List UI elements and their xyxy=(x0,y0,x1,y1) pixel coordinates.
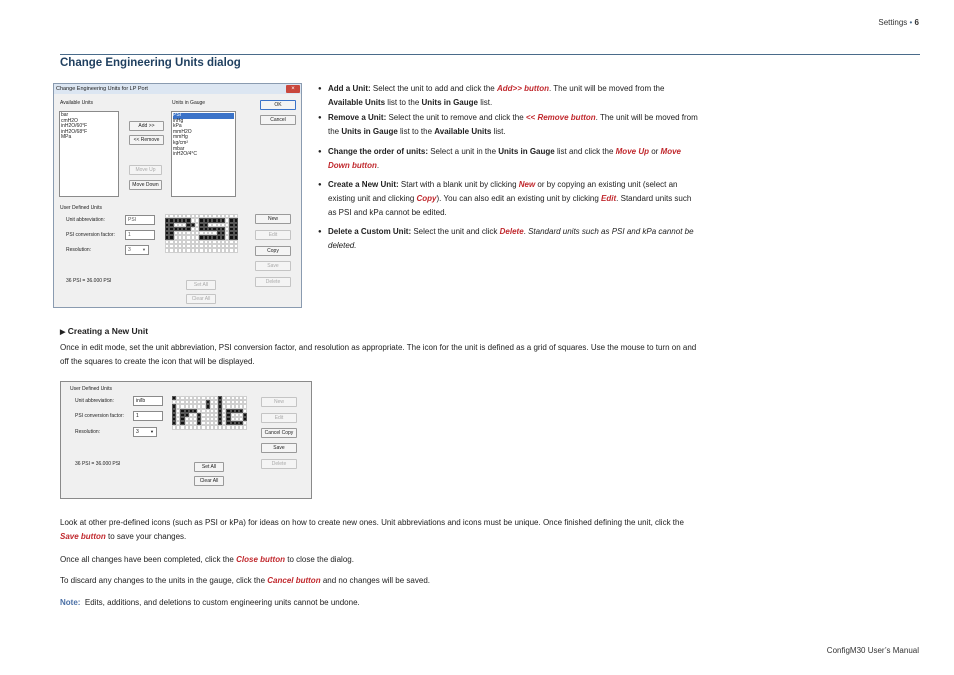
edit-button[interactable]: Edit xyxy=(255,230,291,240)
link-term: Add>> button xyxy=(496,84,549,93)
header-rule xyxy=(60,54,920,55)
unit-abbreviation-input[interactable]: in/lb xyxy=(133,396,163,406)
text-run: list to the xyxy=(385,98,422,107)
text-run: . The unit will be moved from the xyxy=(328,113,698,136)
bold-term: Available Units xyxy=(328,98,386,107)
text-run: Start with a blank unit by clicking xyxy=(398,180,519,189)
page-title: Change Engineering Units dialog xyxy=(60,57,241,69)
resolution-label: Resolution: xyxy=(66,247,92,253)
conversion-factor-input[interactable]: 1 xyxy=(133,411,163,421)
units-in-gauge-label: Units in Gauge xyxy=(172,100,206,106)
list-item[interactable]: mbar xyxy=(173,145,185,152)
bullet-label: Change the order of units: xyxy=(328,147,428,156)
resolution-label: Resolution: xyxy=(75,429,101,435)
bullet-dot-icon: ● xyxy=(318,115,322,121)
list-item[interactable]: inH2O/68°F xyxy=(61,128,88,135)
bold-term: Units in Gauge xyxy=(498,147,555,156)
bullet-dot-icon: ● xyxy=(318,86,322,92)
text-run: list and click the xyxy=(554,147,616,156)
list-item[interactable]: kPa xyxy=(173,123,182,130)
list-item[interactable]: inH2O/4°C xyxy=(173,151,197,158)
link-term: Edit xyxy=(601,194,617,203)
delete-button[interactable]: Delete xyxy=(255,277,291,287)
dialog-titlebar xyxy=(54,84,301,94)
footer: ConfigM30 User’s Manual xyxy=(826,646,919,655)
bullet-text xyxy=(328,225,698,253)
text-run: Select the unit to add and click the xyxy=(370,84,497,93)
conversion-equation: 36 PSI = 36.000 PSI xyxy=(75,461,121,467)
bold-term: Available Units xyxy=(434,127,492,136)
edit-button[interactable]: Edit xyxy=(261,413,297,423)
text-run: Look at other pre-defined icons (such as PSI or kPa) for ideas on how to create new ones. Unit abbreviations and icons must be unique. Once finished defining the unit, click the xyxy=(60,518,684,527)
icon-pixel-grid[interactable] xyxy=(165,214,239,272)
user-defined-units-panel xyxy=(60,381,312,499)
new-button[interactable]: New xyxy=(255,214,291,224)
subheading-text: Creating a New Unit xyxy=(67,326,149,336)
conversion-factor-label: PSI conversion factor: xyxy=(75,413,124,419)
link-term: Cancel button xyxy=(267,576,321,585)
available-units-list[interactable] xyxy=(59,111,119,197)
copy-button[interactable]: Copy xyxy=(255,246,291,256)
text-run: or xyxy=(648,147,661,156)
list-item[interactable]: inHg xyxy=(173,117,184,124)
new-button[interactable]: New xyxy=(261,397,297,407)
list-item[interactable]: bar xyxy=(61,112,69,118)
grid-cell[interactable] xyxy=(234,248,238,252)
resolution-value: 3 xyxy=(136,429,139,435)
italic-text: Standard units such as PSI and kPa cannot be deleted. xyxy=(328,227,694,250)
bullet-text xyxy=(328,145,698,173)
text-run: Select a unit in the xyxy=(428,147,499,156)
paragraph-predefined-icons xyxy=(60,516,700,544)
text-run: Select the unit to remove and click the xyxy=(386,113,526,122)
bullet-label: Delete a Custom Unit: xyxy=(328,227,412,236)
list-item[interactable]: inH2O/60°F xyxy=(61,123,88,130)
set-all-button[interactable]: Set All xyxy=(194,462,224,472)
clear-all-button[interactable]: Clear All xyxy=(194,476,224,486)
text-run: . xyxy=(376,161,380,170)
list-item[interactable]: PSI xyxy=(173,113,234,119)
text-run: to close the dialog. xyxy=(285,555,354,564)
note xyxy=(60,596,700,610)
list-item[interactable]: cmH2O xyxy=(61,117,78,124)
move-up-button[interactable]: Move Up xyxy=(129,165,162,175)
link-term: New xyxy=(518,180,536,189)
text-run: list. xyxy=(491,127,506,136)
header-bullet: • xyxy=(909,18,913,27)
header-section: Settings xyxy=(878,18,908,27)
link-term: Close button xyxy=(236,555,285,564)
bullet-label: Add a Unit: xyxy=(328,84,371,93)
text-run: . xyxy=(523,227,529,236)
text-run: Once all changes have been completed, click the xyxy=(60,555,237,564)
change-units-dialog xyxy=(53,83,302,308)
resolution-value: 3 xyxy=(128,247,131,253)
close-icon[interactable]: × xyxy=(286,85,300,93)
user-defined-label: User Defined Units xyxy=(60,205,102,211)
text-run: Select the unit and click xyxy=(411,227,500,236)
bullet-label: Remove a Unit: xyxy=(328,113,387,122)
note-text: Edits, additions, and deletions to custom engineering units cannot be undone. xyxy=(80,598,360,607)
bold-term: Units in Gauge xyxy=(341,127,398,136)
conversion-equation: 36 PSI = 36.000 PSI xyxy=(66,278,112,284)
text-run: ). You can also edit an existing unit by clicking xyxy=(436,194,602,203)
move-down-button[interactable]: Move Down xyxy=(129,180,162,190)
bullet-item xyxy=(318,82,698,110)
bold-term: Units in Gauge xyxy=(421,98,478,107)
subheading xyxy=(60,326,148,336)
bullet-text xyxy=(328,111,698,139)
link-term: Delete xyxy=(499,227,524,236)
link-term: Copy xyxy=(416,194,437,203)
text-run: To discard any changes to the units in the gauge, click the xyxy=(60,576,268,585)
cancel-copy-button[interactable]: Cancel Copy xyxy=(261,428,297,438)
available-units-label: Available Units xyxy=(60,100,93,106)
unit-abbreviation-label: Unit abbreviation: xyxy=(75,398,114,404)
link-term: Save button xyxy=(60,532,106,541)
text-run: list to the xyxy=(397,127,435,136)
user-defined-label: User Defined Units xyxy=(70,386,112,392)
bullet-dot-icon: ● xyxy=(318,182,322,188)
paragraph-cancel xyxy=(60,574,700,588)
play-arrow-icon: ▶ xyxy=(60,329,66,336)
set-all-button[interactable]: Set All xyxy=(186,280,216,290)
bullet-text xyxy=(328,82,698,110)
text-run: . Standard units such as PSI and kPa cannot be edited. xyxy=(328,194,692,217)
text-run: and no changes will be saved. xyxy=(320,576,430,585)
paragraph-close xyxy=(60,553,700,567)
bullet-label: Create a New Unit: xyxy=(328,180,399,189)
units-in-gauge-list[interactable] xyxy=(171,111,236,197)
link-term: Move Up xyxy=(615,147,649,156)
clear-all-button[interactable]: Clear All xyxy=(186,294,216,304)
link-term: Move Down button xyxy=(328,147,681,170)
text-run: or by copying an existing unit (select an existing unit and clicking xyxy=(328,180,678,203)
note-label: Note: xyxy=(60,598,81,607)
text-run: list. xyxy=(477,98,493,107)
chevron-down-icon: ▼ xyxy=(142,247,146,252)
bullet-dot-icon: ● xyxy=(318,229,322,235)
running-header xyxy=(878,18,919,27)
grid-cell[interactable] xyxy=(243,425,247,429)
resolution-select[interactable] xyxy=(133,427,157,437)
page-number: 6 xyxy=(914,18,919,27)
ok-button[interactable]: OK xyxy=(260,100,296,110)
icon-pixel-grid[interactable] xyxy=(172,396,248,448)
paragraph-edit-mode: Once in edit mode, set the unit abbreviation, PSI conversion factor, and resolution as appropriate. The icon for the unit is defined as a grid of squares. Use the mouse to turn on and off the squares to create the icon that will be displayed. xyxy=(60,343,697,366)
bullet-item xyxy=(318,178,698,220)
bullet-dot-icon: ● xyxy=(318,149,322,155)
unit-abbreviation-label: Unit abbreviation: xyxy=(66,217,105,223)
save-button[interactable]: Save xyxy=(261,443,297,453)
remove-button[interactable]: << Remove xyxy=(129,135,164,145)
conversion-factor-label: PSI conversion factor: xyxy=(66,232,115,238)
text-run: . The unit will be moved from the xyxy=(548,84,665,93)
cancel-button[interactable]: Cancel xyxy=(260,115,296,125)
add-button[interactable]: Add >> xyxy=(129,121,164,131)
save-button[interactable]: Save xyxy=(255,261,291,271)
list-item[interactable]: mmH2O xyxy=(173,128,192,135)
text-run: to save your changes. xyxy=(105,532,187,541)
bullet-item xyxy=(318,111,698,139)
conversion-factor-input[interactable]: 1 xyxy=(125,230,155,240)
dialog-title: Change Engineering Units for LP Port xyxy=(56,86,148,92)
bullet-item xyxy=(318,225,698,253)
delete-button[interactable]: Delete xyxy=(261,459,297,469)
bullet-item xyxy=(318,145,698,173)
chevron-down-icon: ▼ xyxy=(150,429,154,434)
unit-abbreviation-input[interactable]: PSI xyxy=(125,215,155,225)
link-term: << Remove button xyxy=(525,113,596,122)
resolution-select[interactable] xyxy=(125,245,149,255)
list-item[interactable]: kg/cm² xyxy=(173,139,188,146)
bullet-text xyxy=(328,178,698,220)
list-item[interactable]: mmHg xyxy=(173,134,188,141)
list-item[interactable]: MPa xyxy=(61,134,72,141)
